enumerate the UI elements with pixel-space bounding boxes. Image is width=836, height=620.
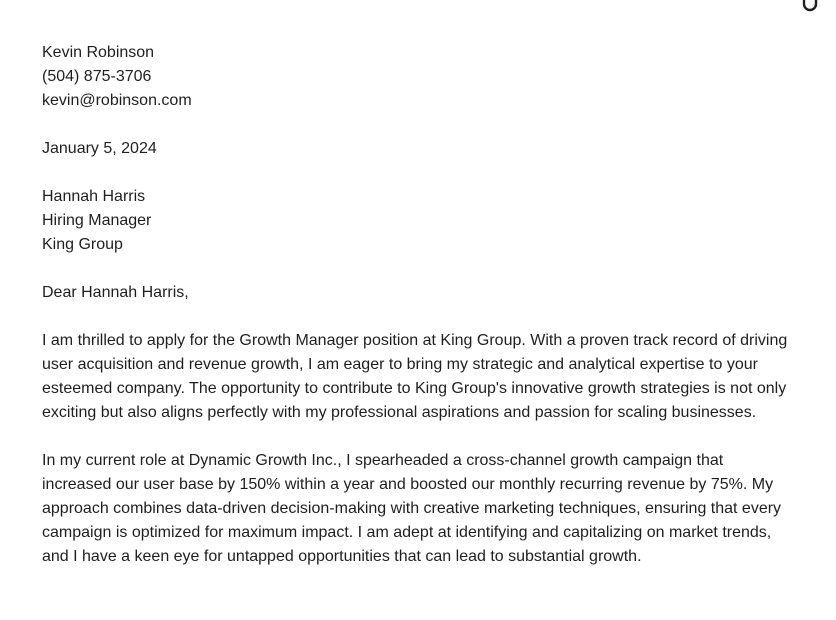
- sender-block: [42, 41, 794, 113]
- letter-date: January 5, 2024: [42, 140, 157, 157]
- sender-phone: (504) 875-3706: [42, 68, 152, 85]
- body-paragraph: In my current role at Dynamic Growth Inc., I spearheaded a cross-channel growth campaign that increased our user base by 150% within a year and boosted our monthly recurring revenue by 75%. My approach combines data-driven decision-making with creative marketing techniques, ensuring that every campaign is optimized for maximum impact. I am adept at identifying and capitalizing on market trends, and I have a keen eye for untapped opportunities that can lead to substantial growth.: [42, 452, 782, 565]
- salutation: Dear Hannah Harris,: [42, 284, 189, 301]
- sender-email: kevin@robinson.com: [42, 92, 192, 109]
- recipient-title: Hiring Manager: [42, 212, 152, 229]
- cover-letter: [42, 41, 794, 569]
- recipient-company: King Group: [42, 236, 123, 253]
- recipient-block: [42, 185, 794, 257]
- scroll-handle-icon[interactable]: [802, 0, 818, 14]
- sender-name: Kevin Robinson: [42, 44, 155, 61]
- recipient-name: Hannah Harris: [42, 188, 146, 205]
- body-paragraph: I am thrilled to apply for the Growth Manager position at King Group. With a proven track record of driving user acquisition and revenue growth, I am eager to bring my strategic and analytical expertise to your esteemed company. The opportunity to contribute to King Group's innovative growth strategies is not only exciting but also aligns perfectly with my professional aspirations and passion for scaling businesses.: [42, 332, 788, 421]
